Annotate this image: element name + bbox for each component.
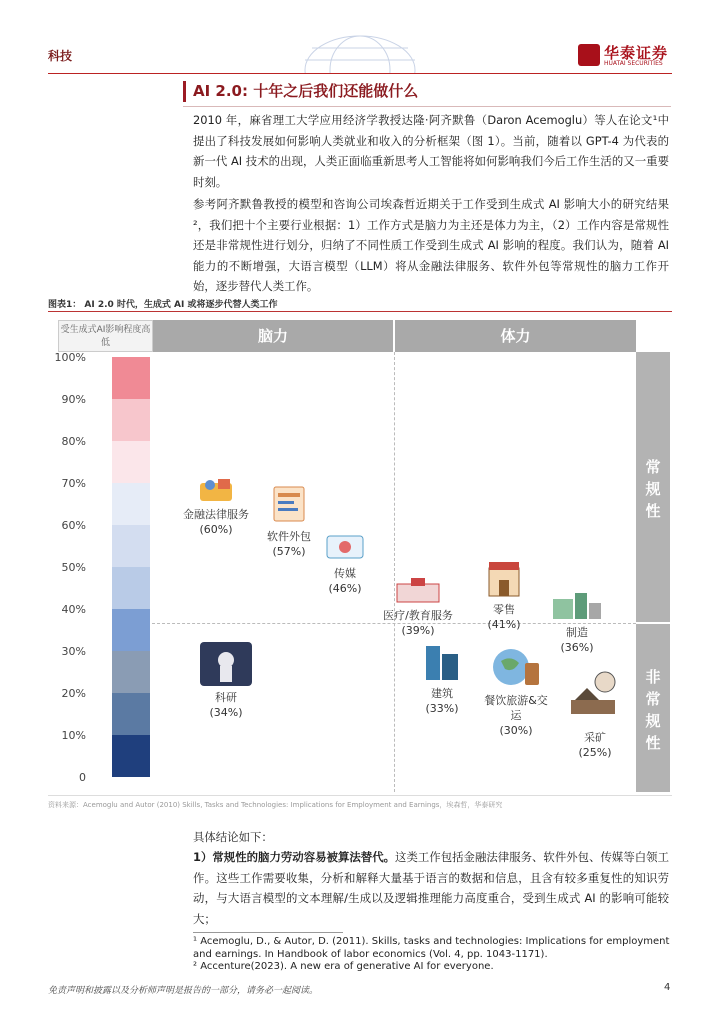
figure-rule	[48, 311, 672, 312]
y-tick-label: 30%	[61, 645, 86, 658]
y-tick-label: 40%	[61, 603, 86, 616]
item-value: (33%)	[425, 702, 459, 715]
figure-source: 资料来源：Acemoglu and Autor (2010) Skills, Tasks and Technologies: Implications for Employment and Earnings，埃森哲，华泰研究	[48, 801, 503, 809]
y-tick-label: 10%	[61, 729, 86, 742]
conclusion-point-1	[193, 847, 669, 929]
y-tick-label: 100%	[54, 351, 86, 364]
row-label-routine	[636, 352, 670, 622]
item-value: (60%)	[199, 523, 233, 536]
scale-cell	[112, 399, 150, 441]
paragraph-1: 2010 年，麻省理工大学应用经济学教授达隆·阿齐默鲁（Daron Acemoglu）等人在论文¹中提出了科技发展如何影响人类就业和收入的分析框架（图 1）。当前，随着以 GPT-4 为代表的新一代 AI 技术的出现，人类正面临重新思考人工智能将如何影响我们今后工作生活的又一重要时刻。	[193, 113, 669, 189]
header-globe-graphic	[300, 30, 420, 74]
travel-globe-icon	[491, 645, 541, 689]
disclaimer: 免责声明和披露以及分析师声明是报告的一部分，请务必一起阅读。	[48, 986, 319, 996]
footnote-2: ² Accenture(2023). A new era of generative AI for everyone.	[193, 961, 494, 972]
footnote-rule	[193, 932, 343, 933]
item-label: 传媒	[334, 567, 356, 580]
title-accent	[183, 81, 186, 102]
conclusion-point-1-body: 这类工作包括金融法律服务、软件外包、传媒等白领工作。这些工作需要收集，分析和解释大量基于语言的数据和信息，且含有较多重复性的知识劳动，与大语言模型的文本理解/生成以及逻辑推理能力高度重合，受到生成式 AI 的影响可能较大；	[193, 850, 669, 926]
construction-building-icon	[422, 642, 462, 682]
title-rule	[183, 106, 671, 107]
section-label: 科技	[48, 49, 73, 63]
item-value: (34%)	[209, 706, 243, 719]
item-media	[322, 532, 368, 596]
item-label: 金融法律服务	[183, 508, 249, 521]
scale-cell	[112, 357, 150, 399]
item-value: (30%)	[499, 724, 533, 737]
scale-cell	[112, 693, 150, 735]
medical-education-icon	[393, 574, 443, 604]
figure-title: 图表1： AI 2.0 时代，生成式 AI 或将逐步代替人类工作	[48, 300, 278, 310]
item-value: (25%)	[578, 746, 612, 759]
item-label: 建筑	[431, 687, 453, 700]
item-mining	[566, 670, 624, 760]
y-tick-label: 50%	[61, 561, 86, 574]
retail-store-icon	[486, 558, 522, 598]
item-label: 餐饮旅游&交运	[484, 694, 548, 722]
item-finance-legal	[176, 475, 256, 537]
item-value: (39%)	[401, 624, 435, 637]
header-rule	[48, 73, 672, 74]
item-construction	[414, 642, 470, 716]
manufacturing-icon	[549, 585, 605, 621]
finance-legal-icon	[196, 475, 236, 503]
scale-cell	[112, 735, 150, 777]
item-label: 零售	[493, 603, 515, 616]
item-value: (57%)	[272, 545, 306, 558]
paragraph-2: 参考阿齐默鲁教授的模型和咨询公司埃森哲近期关于工作受到生成式 AI 影响大小的研究结果²，我们把十个主要行业根据：1）工作方式是脑力为主还是体力为主，（2）工作内容是常规性还是非常规性进行划分，归纳了不同性质工作受到生成式 AI 影响的程度。我们认为，随着 AI 能力的不断增强，大语言模型（LLM）将从金融法律服务、软件外包等常规性的脑力工作开始，逐步替代人类工作。	[193, 197, 669, 293]
research-astronaut-icon	[200, 642, 252, 686]
item-label: 采矿	[584, 731, 606, 744]
logo-icon	[578, 44, 600, 66]
page-title: AI 2.0: 十年之后我们还能做什么	[193, 82, 419, 100]
y-axis-header: 受生成式AI影响程度高低	[58, 320, 153, 352]
item-value: (36%)	[560, 641, 594, 654]
y-tick-label: 0	[79, 771, 86, 784]
conclusion-intro: 具体结论如下：	[193, 830, 273, 844]
scale-cell	[112, 525, 150, 567]
page-number: 4	[664, 982, 671, 993]
scale-cell	[112, 483, 150, 525]
logo-text: 华泰证券	[604, 44, 669, 62]
y-tick-label: 70%	[61, 477, 86, 490]
item-value: (46%)	[328, 582, 362, 595]
row-label-nonroutine	[636, 624, 670, 792]
item-medical-education	[376, 574, 460, 638]
item-value: (41%)	[487, 618, 521, 631]
scale-cell	[112, 441, 150, 483]
item-retail	[478, 558, 530, 632]
item-label: 软件外包	[267, 530, 311, 543]
item-label: 科研	[215, 691, 237, 704]
column-divider	[394, 352, 396, 792]
item-software-outsourcing	[259, 485, 319, 559]
column-header-body: 体力	[395, 320, 636, 352]
scale-cell	[112, 609, 150, 651]
column-header-brain: 脑力	[153, 320, 393, 352]
y-tick-label: 90%	[61, 393, 86, 406]
source-rule	[48, 795, 672, 796]
row-label-routine-text: 常规性	[645, 458, 661, 520]
logo-subtext: HUATAI SECURITIES	[604, 60, 663, 67]
item-label: 医疗/教育服务	[383, 609, 453, 622]
scale-cell	[112, 567, 150, 609]
item-label: 制造	[566, 626, 588, 639]
conclusion-point-1-heading: 1）常规性的脑力劳动容易被算法替代。	[193, 850, 396, 864]
software-icon	[272, 485, 306, 525]
item-research	[196, 642, 256, 720]
row-label-nonroutine-text: 非常规性	[645, 668, 661, 752]
scale-cell	[112, 651, 150, 693]
media-icon	[325, 532, 365, 562]
y-tick-label: 20%	[61, 687, 86, 700]
item-catering-tourism-transport	[478, 645, 554, 738]
y-tick-label: 60%	[61, 519, 86, 532]
footnote-1: ¹ Acemoglu, D., & Autor, D. (2011). Skills, tasks and technologies: Implications for employment and earnings. In Handbook of labor economics (Vol. 4, pp. 1043-1171).	[193, 936, 670, 960]
y-tick-label: 80%	[61, 435, 86, 448]
mining-icon	[569, 670, 621, 726]
